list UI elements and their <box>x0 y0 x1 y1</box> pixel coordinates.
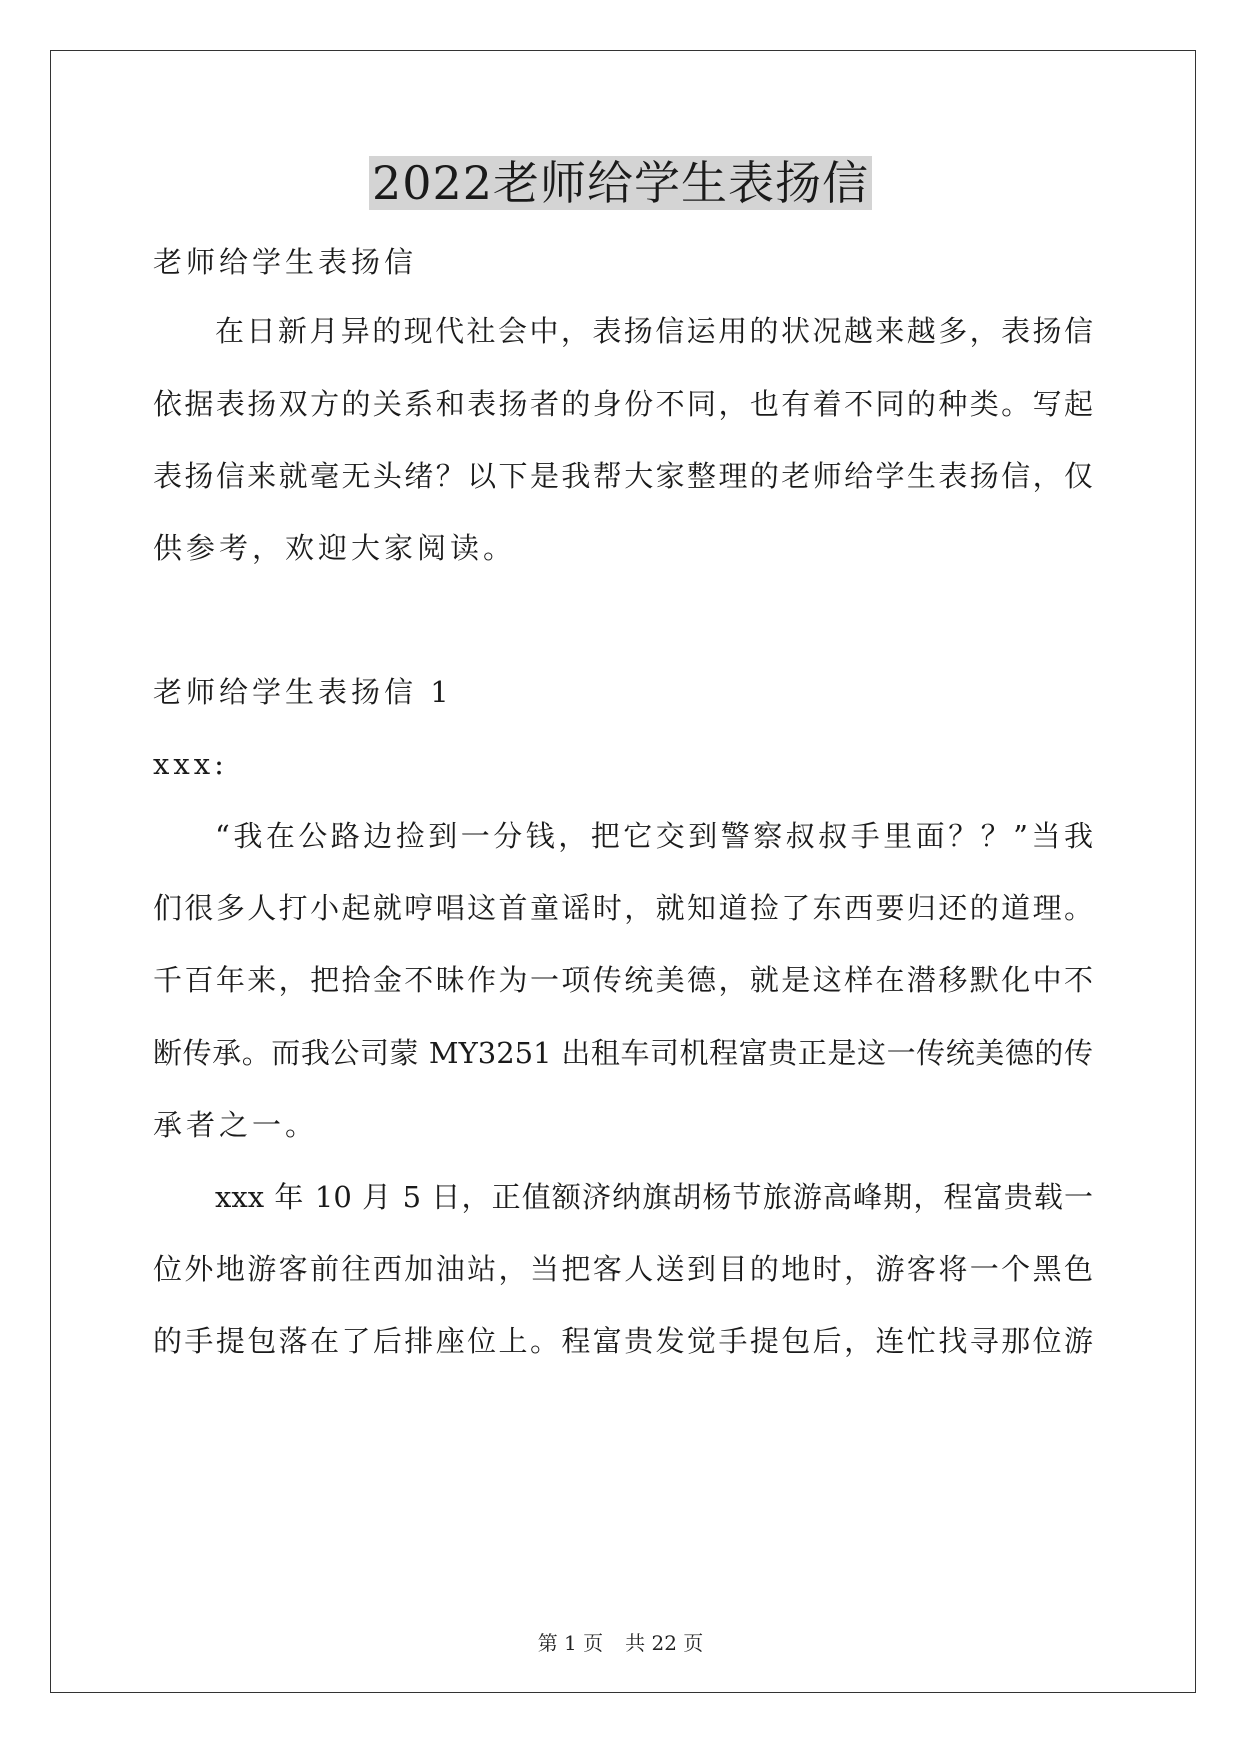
paragraph-line: 位外地游客前往西加油站，当把客人送到目的地时，游客将一个黑色 <box>153 1252 1093 1286</box>
paragraph-line: 表扬信来就毫无头绪？以下是我帮大家整理的老师给学生表扬信，仅 <box>153 459 1093 493</box>
letter-heading: 老师给学生表扬信 1 <box>153 675 453 709</box>
paragraph-line: xxx 年 10 月 5 日，正值额济纳旗胡杨节旅游高峰期，程富贵载一 <box>215 1180 1093 1214</box>
section-heading: 老师给学生表扬信 <box>153 245 418 279</box>
page-border <box>50 50 1196 1693</box>
document-title-text: 2022老师给学生表扬信 <box>369 156 872 210</box>
paragraph-line: 们很多人打小起就哼唱这首童谣时，就知道捡了东西要归还的道理。 <box>153 891 1093 925</box>
document-title <box>0 153 1241 213</box>
paragraph-line: 依据表扬双方的关系和表扬者的身份不同，也有着不同的种类。写起 <box>153 387 1093 421</box>
paragraph-line: 在日新月异的现代社会中，表扬信运用的状况越来越多，表扬信 <box>215 314 1093 348</box>
page-total: 共 22 页 <box>625 1631 704 1655</box>
paragraph-line: 的手提包落在了后排座位上。程富贵发觉手提包后，连忙找寻那位游 <box>153 1324 1093 1358</box>
page-footer <box>0 1630 1241 1656</box>
paragraph-line: 承者之一。 <box>153 1108 319 1142</box>
paragraph-line: 断传承。而我公司蒙 MY3251 出租车司机程富贵正是这一传统美德的传 <box>153 1036 1093 1070</box>
paragraph-line: “我在公路边捡到一分钱，把它交到警察叔叔手里面？？”当我 <box>215 819 1093 853</box>
paragraph-line: 千百年来，把拾金不昧作为一项传统美德，就是这样在潜移默化中不 <box>153 963 1093 997</box>
paragraph-line: 供参考，欢迎大家阅读。 <box>153 531 517 565</box>
letter-salutation: xxx: <box>153 747 228 781</box>
page-number: 第 1 页 <box>537 1631 604 1655</box>
